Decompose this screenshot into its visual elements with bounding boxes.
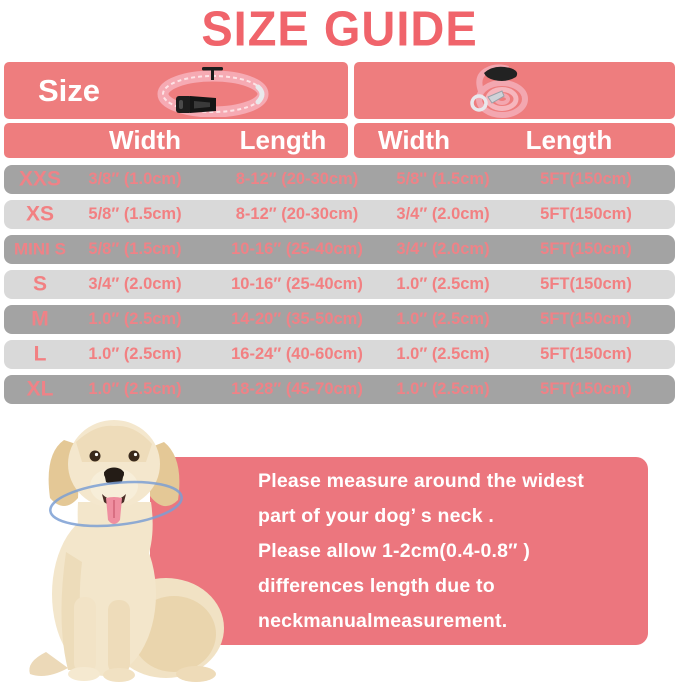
collar-width-value: 3/8″ (1.0cm): [88, 169, 182, 188]
leash-length-value: 5FT(150cm): [540, 169, 632, 188]
collar-width-value: 1.0″ (2.5cm): [88, 379, 182, 398]
leash-length-header: Length: [525, 124, 613, 155]
leash-length-value: 5FT(150cm): [540, 379, 632, 398]
size-value: S: [32, 272, 47, 296]
size-value: XS: [25, 202, 54, 226]
size-value: XXS: [18, 167, 62, 191]
leash-width-value: 1.0″ (2.5cm): [396, 274, 490, 293]
collar-length-header: Length: [239, 124, 327, 155]
leash-length-value: 5FT(150cm): [540, 309, 632, 328]
size-value: XL: [26, 377, 54, 401]
header-leash-columns: [354, 123, 675, 158]
size-value: L: [33, 342, 47, 366]
leash-width-value: 1.0″ (2.5cm): [396, 379, 490, 398]
collar-length-value: 14-20″ (35-50cm): [231, 309, 363, 328]
size-value: MINI S: [14, 239, 66, 259]
collar-length-value: 10-16″ (25-40cm): [231, 239, 363, 258]
note-line: neckmanualmeasurement.: [258, 610, 508, 632]
leash-length-value: 5FT(150cm): [540, 239, 632, 258]
note-line: Please measure around the widest: [258, 470, 585, 492]
collar-width-value: 5/8″ (1.5cm): [88, 204, 182, 223]
leash-length-value: 5FT(150cm): [540, 204, 632, 223]
table-row-m: [4, 305, 675, 334]
collar-length-value: 10-16″ (25-40cm): [231, 274, 363, 293]
size-value: M: [31, 307, 49, 331]
header-collar-columns: [4, 123, 348, 158]
table-row-s: [4, 270, 675, 299]
note-line: part of your dog’ s neck .: [258, 505, 494, 527]
collar-width-header: Width: [109, 124, 181, 155]
table-row-xxs: [4, 165, 675, 194]
table-row-xl: [4, 375, 675, 404]
collar-width-value: 1.0″ (2.5cm): [88, 309, 182, 328]
collar-width-value: 5/8″ (1.5cm): [88, 239, 182, 258]
page-title: SIZE GUIDE: [201, 0, 478, 57]
leash-length-value: 5FT(150cm): [540, 274, 632, 293]
table-row-mini-s: [4, 235, 675, 264]
note-line: Please allow 1-2cm(0.4-0.8″ ): [258, 540, 531, 562]
header-leash-block: [354, 62, 675, 119]
table-row-xs: [4, 200, 675, 229]
leash-width-value: 1.0″ (2.5cm): [396, 309, 490, 328]
leash-width-header: Width: [378, 124, 450, 155]
collar-length-value: 16-24″ (40-60cm): [231, 344, 363, 363]
leash-width-value: 1.0″ (2.5cm): [396, 344, 490, 363]
header-collar-block: [4, 62, 348, 119]
leash-length-value: 5FT(150cm): [540, 344, 632, 363]
note-line: differences length due to: [258, 575, 495, 597]
dog-leash-icon: [446, 63, 542, 119]
leash-width-value: 3/4″ (2.0cm): [396, 239, 490, 258]
collar-length-value: 8-12″ (20-30cm): [235, 204, 359, 223]
dog-collar-icon: [154, 65, 272, 117]
dog-photo: [16, 402, 234, 685]
collar-length-value: 18-28″ (45-70cm): [231, 379, 363, 398]
leash-width-value: 3/4″ (2.0cm): [396, 204, 490, 223]
leash-width-value: 5/8'' (1.5cm): [396, 169, 490, 188]
collar-width-value: 3/4″ (2.0cm): [88, 274, 182, 293]
collar-width-value: 1.0″ (2.5cm): [88, 344, 182, 363]
table-row-l: [4, 340, 675, 369]
collar-length-value: 8-12″ (20-30cm): [235, 169, 359, 188]
size-column-label: Size: [38, 72, 101, 108]
